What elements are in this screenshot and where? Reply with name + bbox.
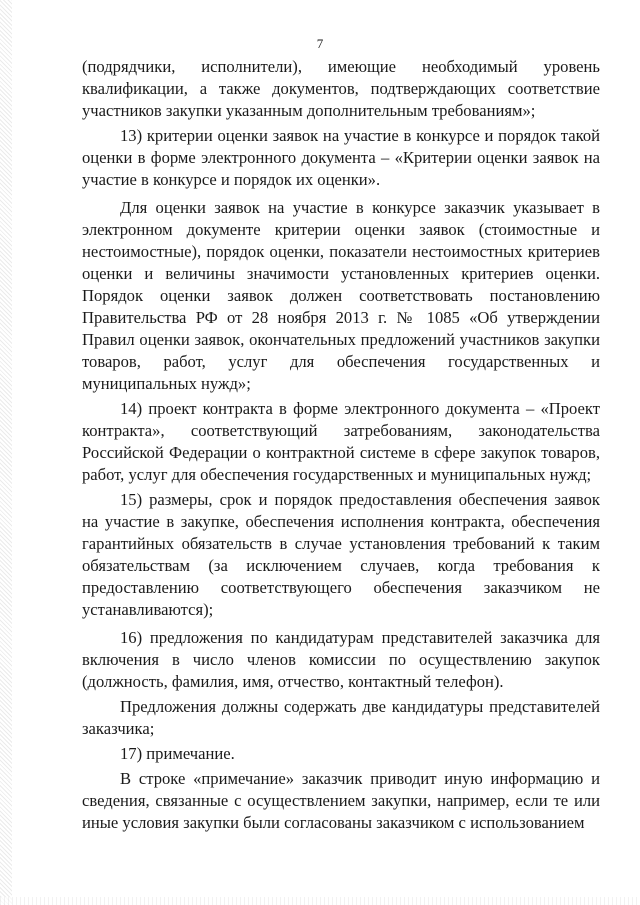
paragraph-item-16: 16) предложения по кандидатурам представителей заказчика для включения в число членов комиссии по осуществлению закупок (должность, фамилия, имя, отчество, контактный телефон). [82, 628, 600, 691]
paragraph-item-14: 14) проект контракта в форме электронного документа – «Проект контракта», соответствующий затребованиям, законодательства Российской Федерации о контрактной системе в сфере закупок товаров, работ, услуг для обеспечения государственных и муниципальных нужд; [82, 399, 600, 484]
paragraph-continuation: (подрядчики, исполнители), имеющие необходимый уровень квалификации, а также документов, подтверждающих соответствие участников закупки указанным дополнительным требованиям»; [82, 57, 600, 120]
paragraph-item-17: 17) примечание. [120, 744, 235, 763]
paragraph-item-15: 15) размеры, срок и порядок предоставления обеспечения заявок на участие в закупке, обеспечения исполнения контракта, обеспечения гарантийных обязательств в случае установления требований к таким обязательствам (за исключением случаев, когда требования к предоставлению соответствующего обеспечения заказчиком не устанавливаются); [82, 490, 600, 619]
page-number: 7 [316, 36, 324, 51]
paragraph-candidates: Предложения должны содержать две кандидатуры представителей заказчика; [82, 697, 600, 738]
paragraph-note: В строке «примечание» заказчик приводит иную информацию и сведения, связанные с осуществлением закупки, например, если те или иные условия закупки были согласованы заказчиком с использованием [82, 769, 600, 832]
paragraph-evaluation-criteria: Для оценки заявок на участие в конкурсе заказчик указывает в электронном документе критерии оценки заявок (стоимостные и нестоимостные), порядок оценки, показатели нестоимостных критериев оценки и величины значимости установленных критериев оценки. Порядок оценки заявок должен соответствовать постановлению Правительства РФ от 28 ноября 2013 г. № 1085 «Об утверждении Правил оценки заявок, окончательных предложений участников закупки товаров, работ, услуг для обеспечения государственных и муниципальных нужд»; [82, 198, 600, 393]
scan-edge-bottom [0, 897, 640, 905]
scan-edge-left [0, 0, 12, 905]
document-body [82, 56, 600, 834]
paragraph-item-13: 13) критерии оценки заявок на участие в конкурсе и порядок такой оценки в форме электронного документа – «Критерии оценки заявок на участие в конкурсе и порядок их оценки». [82, 126, 600, 189]
